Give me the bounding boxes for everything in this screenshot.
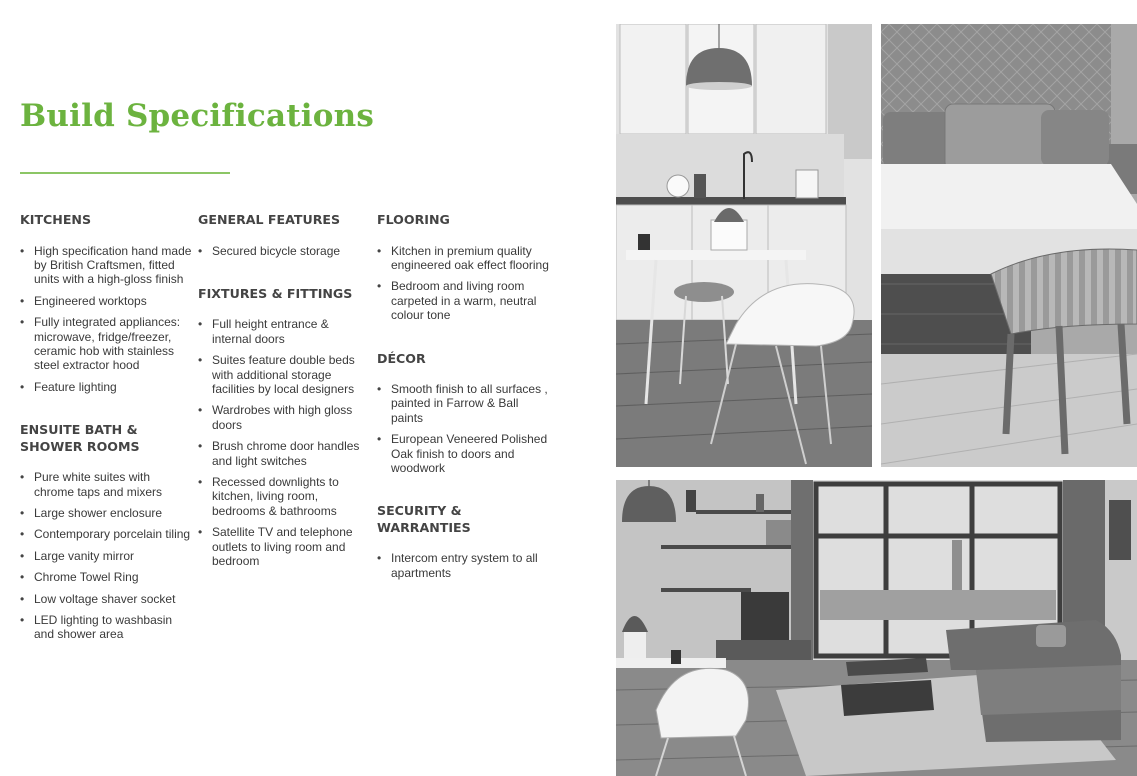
spec-item: • Wardrobes with high gloss doors	[198, 403, 370, 432]
spec-list	[198, 317, 370, 568]
section-heading: GENERAL FEATURES	[198, 212, 341, 227]
spec-section-general-features	[198, 212, 370, 258]
spec-section-ensuite-bath-and-shower-rooms	[20, 422, 192, 642]
title-divider	[20, 172, 230, 174]
spec-list	[198, 244, 370, 258]
spec-item: • Contemporary porcelain tiling	[20, 527, 192, 541]
spec-item: • Bedroom and living room carpeted in a warm, neutral colour tone	[377, 279, 549, 322]
spec-item: • Large shower enclosure	[20, 506, 192, 520]
spec-item: • Intercom entry system to all apartments	[377, 551, 549, 580]
spec-list	[377, 244, 549, 323]
spec-item: • Suites feature double beds with additional storage facilities by local designers	[198, 353, 370, 396]
living-room-photo	[616, 480, 1137, 776]
spec-list	[20, 244, 192, 395]
spec-list	[377, 382, 549, 475]
bedroom-photo	[881, 24, 1137, 467]
spec-list	[377, 551, 549, 580]
spec-item: • Engineered worktops	[20, 294, 192, 308]
spec-section-security-and-warranties	[377, 503, 549, 580]
spec-item: • Feature lighting	[20, 380, 192, 394]
spec-item: • Low voltage shaver socket	[20, 592, 192, 606]
section-heading: FIXTURES & FITTINGS	[198, 285, 353, 301]
spec-list	[20, 470, 192, 642]
section-heading: FLOORING	[377, 212, 450, 227]
spec-item: • Smooth finish to all surfaces , painted in Farrow & Ball paints	[377, 382, 549, 425]
spec-item: • Fully integrated appliances: microwave, fridge/freezer, ceramic hob with stainless steel extractor hood	[20, 315, 192, 373]
section-heading: SECURITY & WARRANTIES	[377, 503, 471, 535]
section-heading: ENSUITE BATH & SHOWER ROOMS	[20, 422, 140, 454]
spec-item: • Chrome Towel Ring	[20, 570, 192, 584]
spec-section-d-cor	[377, 351, 549, 476]
spec-section-fixtures-and-fittings	[198, 286, 370, 569]
spec-item: • Satellite TV and telephone outlets to living room and bedroom	[198, 525, 370, 568]
spec-column-3	[377, 212, 549, 608]
kitchen-photo	[616, 24, 872, 467]
spec-item: • High specification hand made by British Craftsmen, fitted units with a high-gloss finish	[20, 244, 192, 287]
spec-item: • Full height entrance & internal doors	[198, 317, 370, 346]
spec-item: • LED lighting to washbasin and shower area	[20, 613, 192, 642]
spec-item: • Pure white suites with chrome taps and mixers	[20, 470, 192, 499]
spec-item: • Kitchen in premium quality engineered oak effect flooring	[377, 244, 549, 273]
spec-section-kitchens	[20, 212, 192, 394]
spec-column-1	[20, 212, 192, 670]
spec-column-2	[198, 212, 370, 597]
spec-item: • Secured bicycle storage	[198, 244, 370, 258]
spec-item: • Brush chrome door handles and light switches	[198, 439, 370, 468]
spec-item: • Recessed downlights to kitchen, living room, bedrooms & bathrooms	[198, 475, 370, 518]
section-heading: DÉCOR	[377, 350, 426, 366]
spec-item: • European Veneered Polished Oak finish to doors and woodwork	[377, 432, 549, 475]
spec-section-flooring	[377, 212, 549, 323]
spec-item: • Large vanity mirror	[20, 549, 192, 563]
page-title: Build Specifications	[20, 98, 375, 134]
section-heading: KITCHENS	[20, 212, 92, 227]
